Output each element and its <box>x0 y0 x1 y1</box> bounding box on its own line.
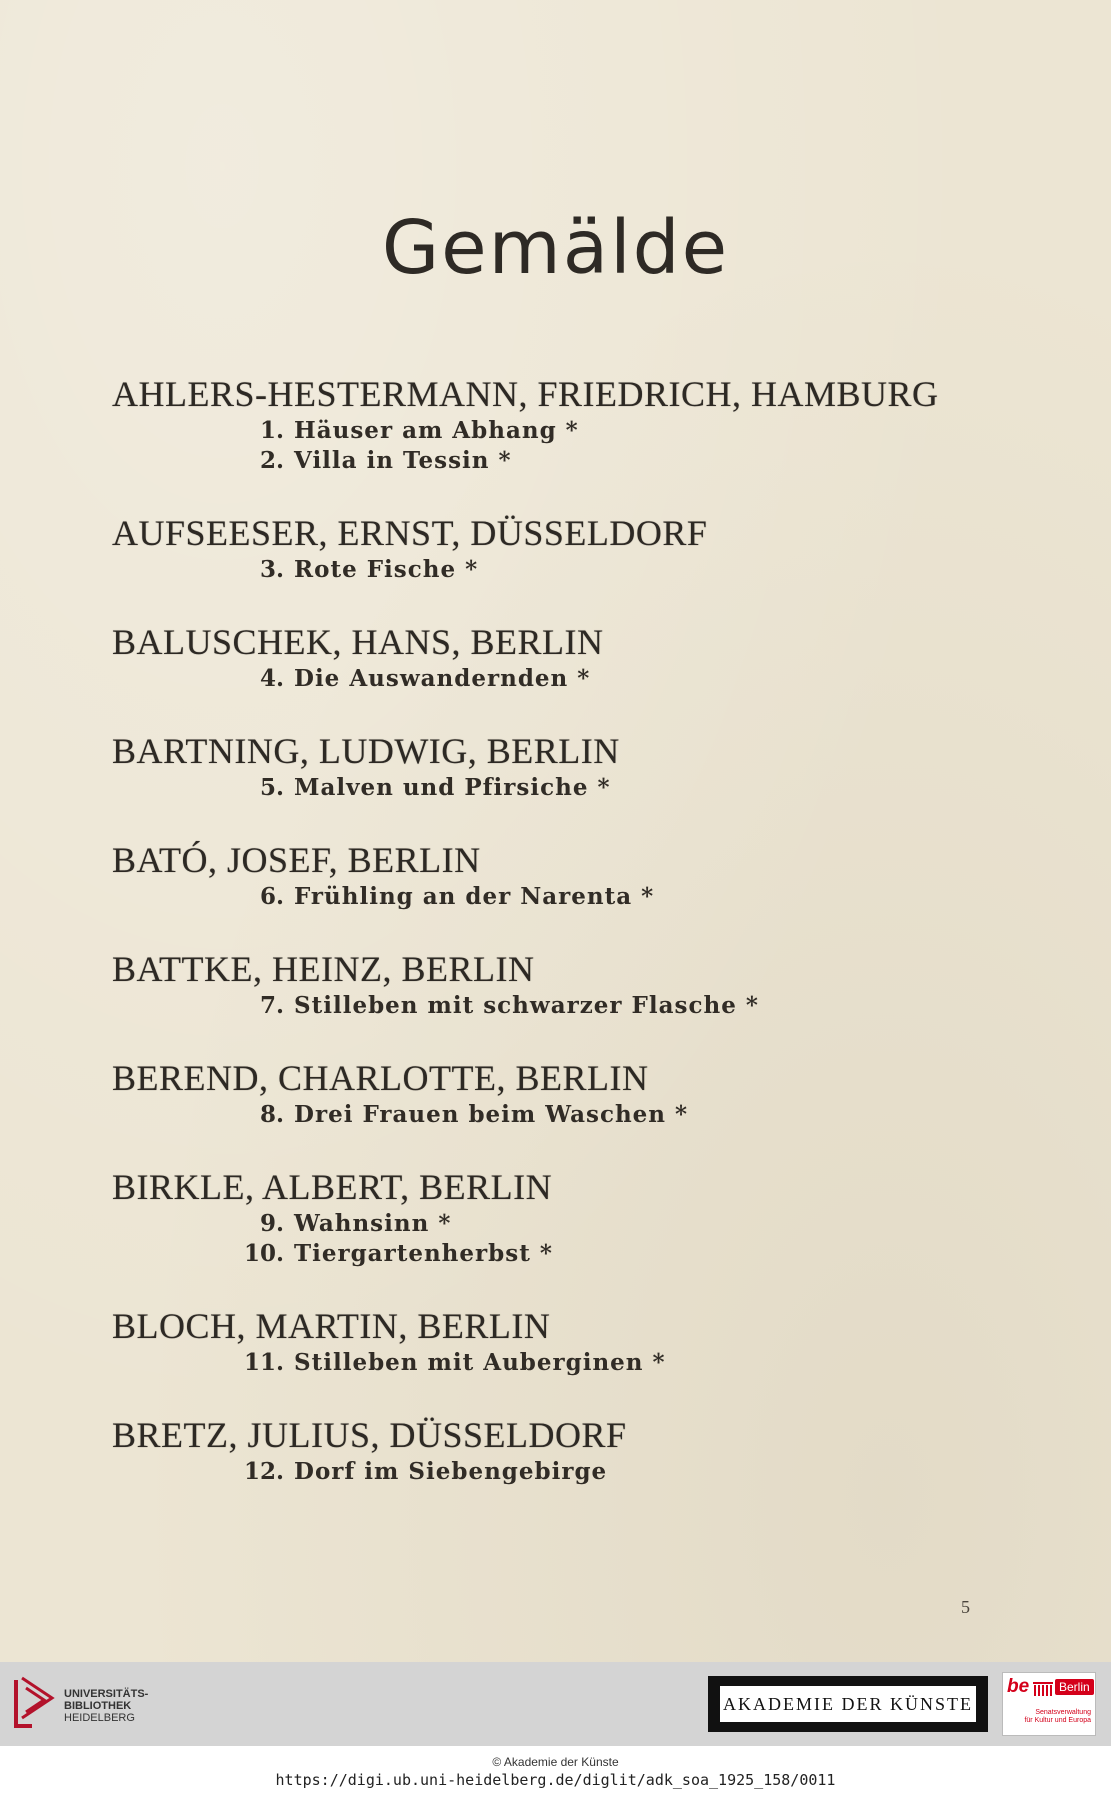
work-title: Malven und Pfirsiche * <box>294 774 611 801</box>
akademie-der-kuenste-logo[interactable] <box>708 1676 988 1732</box>
work-list <box>112 991 1002 1021</box>
artist-list <box>112 372 1002 1522</box>
work-item <box>112 555 1002 585</box>
artist-entry <box>112 1056 1002 1130</box>
work-number: 9. <box>259 1210 284 1237</box>
ub-heidelberg-mark-icon <box>12 1674 56 1732</box>
ub-logo-line-1: UNIVERSITÄTS- <box>64 1688 149 1700</box>
berlin-sub-line-2: für Kultur und Europa <box>1024 1717 1091 1724</box>
artist-name: AUFSEESER, ERNST, DÜSSELDORF <box>112 513 708 553</box>
work-number: 1. <box>259 417 284 444</box>
artist-entry <box>112 1304 1002 1378</box>
work-title: Stilleben mit Auberginen * <box>294 1349 666 1376</box>
work-number: 3. <box>259 556 284 583</box>
artist-name: BLOCH, MARTIN, BERLIN <box>112 1306 551 1346</box>
work-list <box>112 1209 1002 1269</box>
work-item <box>112 446 1002 476</box>
work-number: 10. <box>243 1240 284 1267</box>
footer-logo-bar <box>0 1662 1111 1746</box>
work-number: 7. <box>259 992 284 1019</box>
adk-logo-text: AKADEMIE DER KÜNSTE <box>720 1686 976 1722</box>
artist-name: BATTKE, HEINZ, BERLIN <box>112 949 535 989</box>
ub-heidelberg-logo[interactable] <box>12 1672 192 1734</box>
artist-name: BEREND, CHARLOTTE, BERLIN <box>112 1058 649 1098</box>
work-title: Frühling an der Narenta * <box>294 883 655 910</box>
artist-entry <box>112 1413 1002 1487</box>
work-title: Wahnsinn * <box>294 1210 452 1237</box>
berlin-pill: Berlin <box>1055 1679 1094 1695</box>
artist-name: BIRKLE, ALBERT, BERLIN <box>112 1167 553 1207</box>
berlin-sub-line-1: Senatsverwaltung <box>1035 1709 1091 1716</box>
work-list <box>112 882 1002 912</box>
work-item <box>112 773 1002 803</box>
work-number: 4. <box>259 665 284 692</box>
copyright-notice: © Akademie der Künste <box>492 1755 619 1769</box>
brandenburg-gate-icon <box>1033 1682 1053 1696</box>
work-item <box>112 882 1002 912</box>
work-title: Villa in Tessin * <box>294 447 512 474</box>
work-item <box>112 664 1002 694</box>
work-list <box>112 1348 1002 1378</box>
work-title: Häuser am Abhang * <box>294 417 579 444</box>
work-number: 5. <box>259 774 284 801</box>
work-item <box>112 1209 1002 1239</box>
artist-name: BATÓ, JOSEF, BERLIN <box>112 840 481 880</box>
berlin-be-mark: be <box>1007 1676 1030 1697</box>
work-list <box>112 664 1002 694</box>
page-title: Gemälde <box>381 205 730 291</box>
work-title: Rote Fische * <box>294 556 479 583</box>
work-item <box>112 991 1002 1021</box>
work-list <box>112 773 1002 803</box>
artist-name: BALUSCHEK, HANS, BERLIN <box>112 622 604 662</box>
work-title: Drei Frauen beim Waschen * <box>294 1101 689 1128</box>
work-number: 2. <box>259 447 284 474</box>
berlin-senate-logo[interactable] <box>1002 1672 1096 1736</box>
ub-logo-line-2: BIBLIOTHEK <box>64 1700 132 1712</box>
work-list <box>112 416 1002 476</box>
permalink-url[interactable]: https://digi.ub.uni-heidelberg.de/diglit/adk_soa_1925_158/0011 <box>275 1771 836 1789</box>
work-item <box>112 1457 1002 1487</box>
work-item <box>112 1348 1002 1378</box>
ub-logo-line-3: HEIDELBERG <box>64 1712 135 1724</box>
work-number: 6. <box>259 883 284 910</box>
work-title: Dorf im Siebengebirge <box>294 1458 608 1485</box>
artist-name: BRETZ, JULIUS, DÜSSELDORF <box>112 1415 627 1455</box>
work-number: 11. <box>243 1349 284 1376</box>
artist-entry <box>112 838 1002 912</box>
work-item <box>112 416 1002 446</box>
artist-entry <box>112 620 1002 694</box>
work-list <box>112 1457 1002 1487</box>
work-title: Die Auswandernden * <box>294 665 591 692</box>
work-number: 8. <box>259 1101 284 1128</box>
artist-entry <box>112 947 1002 1021</box>
artist-name: BARTNING, LUDWIG, BERLIN <box>112 731 620 771</box>
work-list <box>112 555 1002 585</box>
work-number: 12. <box>243 1458 284 1485</box>
artist-name: AHLERS-HESTERMANN, FRIEDRICH, HAMBURG <box>112 374 939 414</box>
artist-entry <box>112 729 1002 803</box>
work-item <box>112 1100 1002 1130</box>
artist-entry <box>112 1165 1002 1269</box>
artist-entry <box>112 511 1002 585</box>
artist-entry <box>112 372 1002 476</box>
work-list <box>112 1100 1002 1130</box>
work-title: Tiergartenherbst * <box>294 1240 553 1267</box>
work-title: Stilleben mit schwarzer Flasche * <box>294 992 759 1019</box>
page-number: 5 <box>961 1597 970 1617</box>
work-item <box>112 1239 1002 1269</box>
